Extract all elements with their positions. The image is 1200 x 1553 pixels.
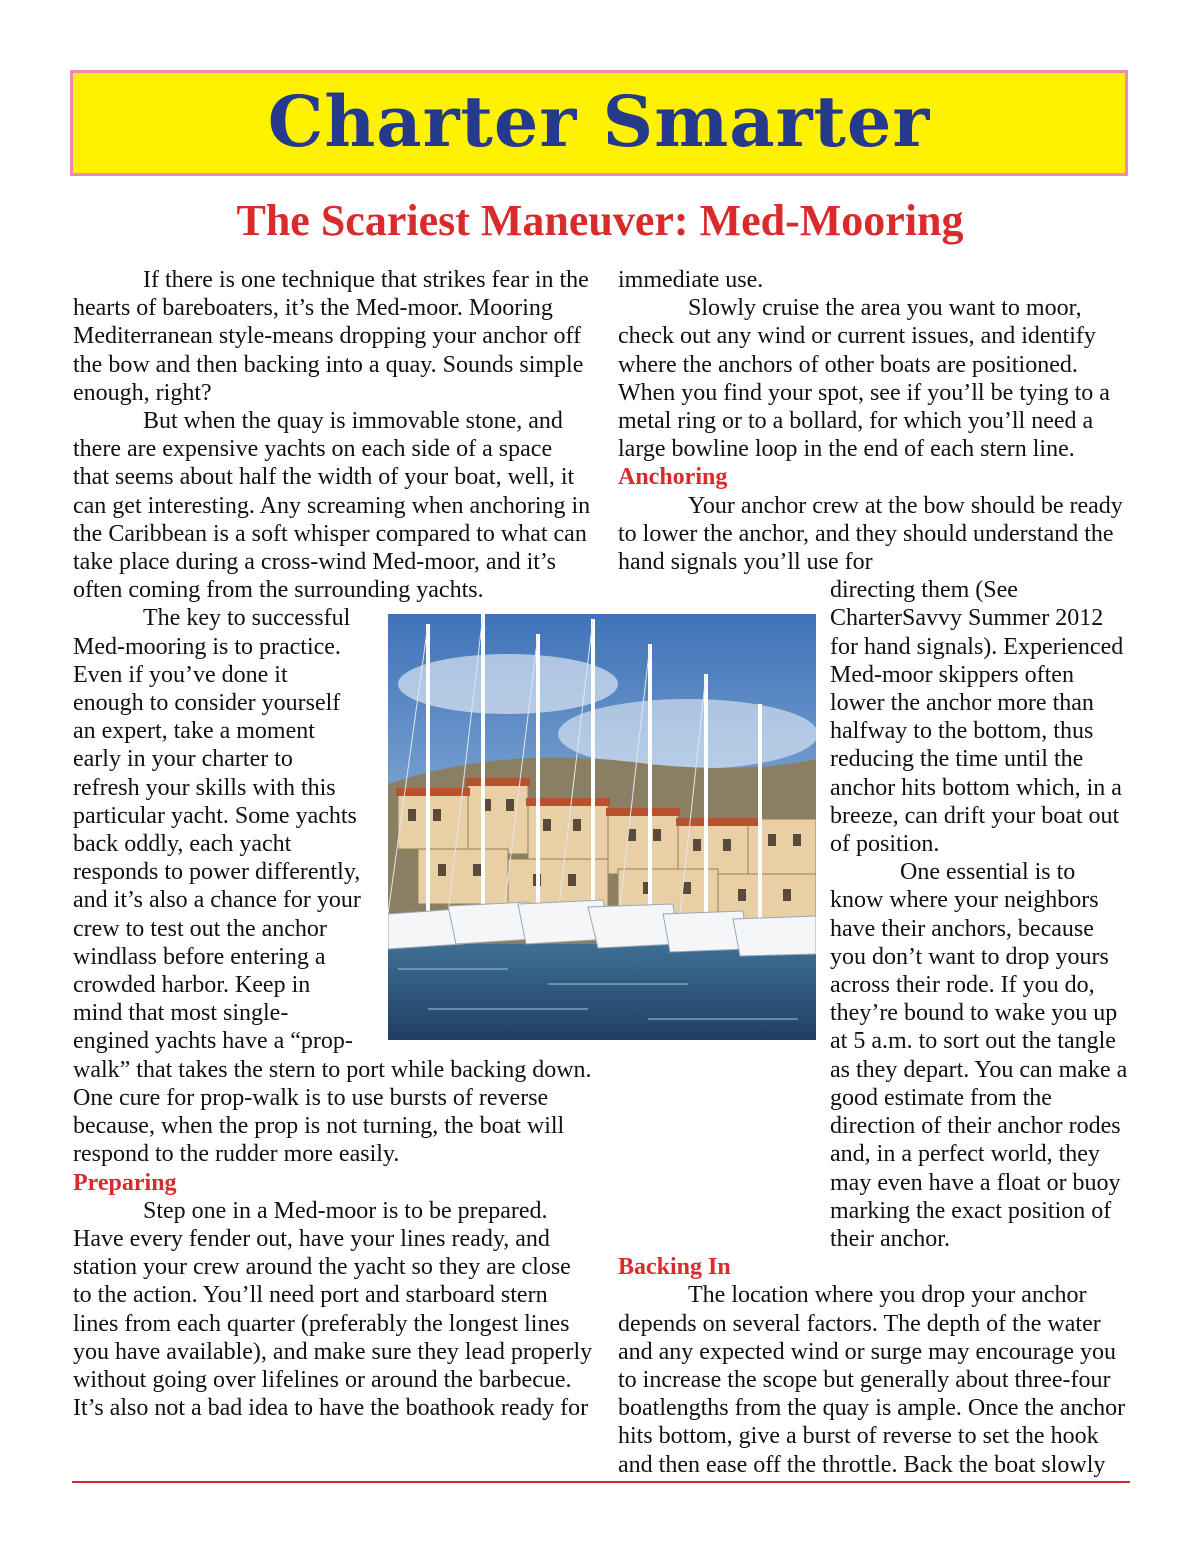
paragraph: If there is one technique that strikes fear in the hearts of bareboaters, it’s the Med-moor. Mooring Mediterranean style-means dropping your anchor off the bow and then backing into a quay. Sounds simple enough, right? — [73, 267, 589, 406]
harbor-illustration — [388, 614, 816, 1040]
masthead-banner — [70, 70, 1128, 176]
paragraph: But when the quay is immovable stone, and there are expensive yachts on each side of a space that seems about half the width of your boat, well, it can get interesting. Any screaming when anchoring in the Caribbean is a soft whisper compared to what can take place during a cross-wind Med-moor, and it’s often coming from the surrounding yachts. — [73, 408, 591, 604]
paragraph: Slowly cruise the area you want to moor, check out any wind or current issues, and identify where the anchors of other boats are positioned. When you find your spot, see if you’ll be tying to a metal ring or to a bollard, for which you’ll need a large bowline loop in the end of each stern line. — [618, 295, 1110, 463]
masthead-title: Charter Smarter — [267, 79, 931, 163]
paragraph: Step one in a Med-moor is to be prepared. Have every fender out, have your lines ready, and station your crew around the yacht so they are close to the action. You’ll need port and starboard stern lines from each quarter (preferably the longest lines you have available), and make sure they lead properly without going over lifelines or around the barbecue. It’s also not a bad idea to have the boathook ready for — [73, 1197, 593, 1422]
paragraph: The key to successful Med-mooring is to practice. Even if you’ve done it enough to consider yourself an expert, take a moment early in your charter to refresh your skills with this particular yacht. Some yachts back oddly, each yacht responds to power differently, and it’s also a chance for your crew to test out the anchor windlass before entering a crowded harbor. Keep in mind that most single-engined yachts have a “prop-walk” that takes the stern to port while backing down. One cure for prop-walk is to use bursts of reverse because, when the prop is not turning, the boat will respond to the rudder more easily. — [73, 605, 592, 1168]
paragraph: directing them (See CharterSavvy Summer 2012 for hand signals). Experienced Med-moor skippers often lower the anchor more than halfway to the bottom, thus reducing the time until the anchor hits bottom which, in a breeze, can drift your boat out of position. — [830, 577, 1124, 858]
harbor-photo — [388, 614, 816, 1040]
paragraph: Your anchor crew at the bow should be ready to lower the anchor, and they should understand the hand signals you’ll use for — [618, 492, 1123, 576]
paragraph: immediate use. — [618, 267, 764, 293]
subhead-backing-in: Backing In — [618, 1254, 731, 1281]
subhead-preparing: Preparing — [73, 1169, 177, 1196]
subhead-anchoring: Anchoring — [618, 464, 728, 491]
article-headline: The Scariest Maneuver: Med-Mooring — [236, 196, 964, 245]
paragraph: One essential is to know where your neighbors have their anchors, because you don’t want to drop yours across their rode. If you do, they’re bound to wake you up at 5 a.m. to sort out the tangle as they depart. You can make a good estimate from the direction of their anchor rodes and, in a perfect world, they may even have a float or buoy marking the exact position of their anchor. — [830, 859, 1128, 1252]
bottom-rule — [72, 1481, 1130, 1483]
paragraph: The location where you drop your anchor depends on several factors. The depth of the water and any expected wind or surge may encourage you to increase the scope but generally about three-four boatlengths from the quay is ample. Once the anchor hits bottom, give a burst of reverse to set the hook and then ease off the throttle. Back the boat slowly — [618, 1282, 1126, 1478]
